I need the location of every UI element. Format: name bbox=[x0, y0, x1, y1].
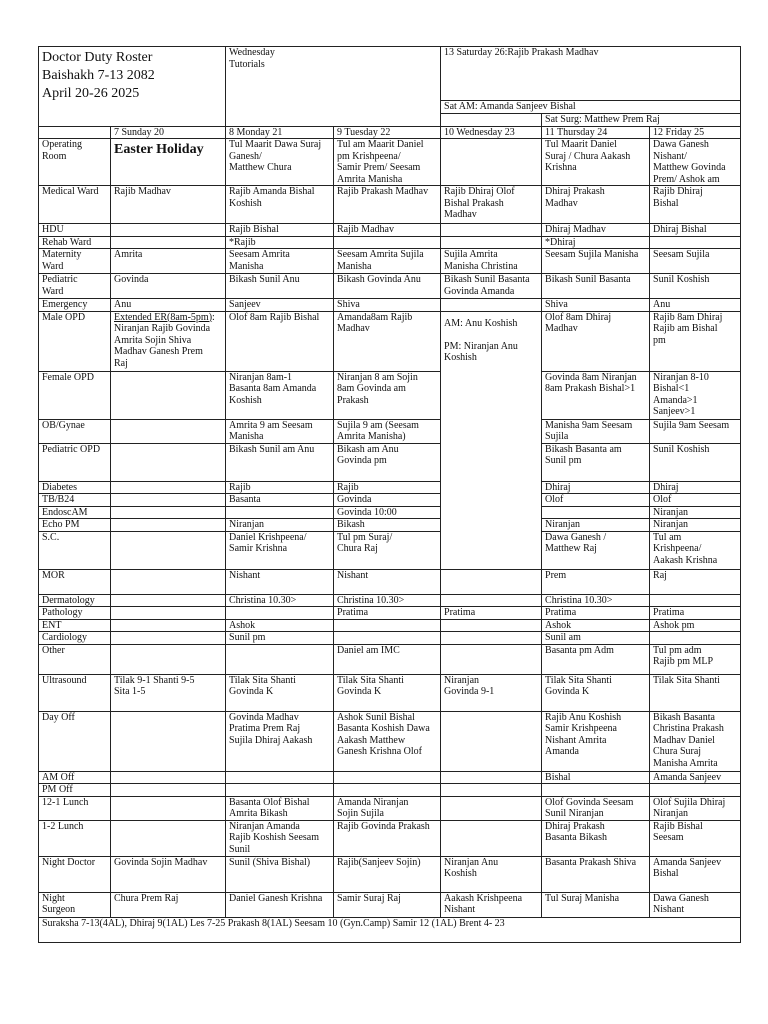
cell-mw-wed: Rajib Dhiraj Olof Bishal Prakash Madhav bbox=[441, 186, 542, 224]
row-label-blank bbox=[39, 126, 111, 139]
cell-endo-sun bbox=[111, 506, 226, 519]
cell-ent-tue bbox=[334, 619, 441, 632]
cell-tb-tue: Govinda bbox=[334, 494, 441, 507]
cell-amoff-wed bbox=[441, 771, 542, 784]
cell-nd-tue: Rajib(Sanjeev Sojin) bbox=[334, 856, 441, 892]
cell-dm-thu: Dhiraj bbox=[542, 481, 650, 494]
cell-card-mon: Sunil pm bbox=[226, 632, 334, 645]
cell-er-fri: Anu bbox=[650, 299, 741, 312]
cell-derm-wed bbox=[441, 594, 542, 607]
cell-er-tue: Shiva bbox=[334, 299, 441, 312]
cell-er-wed bbox=[441, 299, 542, 312]
cell-off-mon: Govinda Madhav Pratima Prem Raj Sujila Dhiraj Aakash bbox=[226, 711, 334, 771]
cell-l1-mon: Basanta Olof Bishal Amrita Bikash bbox=[226, 796, 334, 820]
row-label-pediatric-ward: Pediatric Ward bbox=[39, 274, 111, 299]
cell-tb-fri: Olof bbox=[650, 494, 741, 507]
cell-endo-fri: Niranjan bbox=[650, 506, 741, 519]
cell-or-fri: Dawa Ganesh Nishant/ Matthew Govinda Prem/ Ashok am bbox=[650, 139, 741, 186]
cell-nd-mon: Sunil (Shiva Bishal) bbox=[226, 856, 334, 892]
cell-rehab-tue bbox=[334, 236, 441, 249]
cell-other-sun bbox=[111, 644, 226, 674]
row-label-night-doctor: Night Doctor bbox=[39, 856, 111, 892]
cell-nd-wed: Niranjan Anu Koshish bbox=[441, 856, 542, 892]
cell-rehab-wed bbox=[441, 236, 542, 249]
duty-roster-table bbox=[38, 46, 741, 943]
sat-am-note: Sat AM: Amanda Sanjeev Bishal bbox=[441, 101, 741, 114]
row-label-emergency: Emergency bbox=[39, 299, 111, 312]
cell-pw-mon: Bikash Sunil Anu bbox=[226, 274, 334, 299]
cell-pw-thu: Bikash Sunil Basanta bbox=[542, 274, 650, 299]
row-label-sc: S.C. bbox=[39, 531, 111, 569]
row-label-ultrasound: Ultrasound bbox=[39, 674, 111, 711]
cell-rehab-fri bbox=[650, 236, 741, 249]
cell-amoff-sun bbox=[111, 771, 226, 784]
row-label-lunch-1-2: 1-2 Lunch bbox=[39, 820, 111, 856]
cell-mopd-sun bbox=[111, 311, 226, 371]
row-label-hdu: HDU bbox=[39, 224, 111, 237]
roster-nepali-dates: Baishakh 7-13 2082 bbox=[42, 68, 155, 83]
row-label-ob-gynae: OB/Gynae bbox=[39, 419, 111, 443]
cell-l1-wed bbox=[441, 796, 542, 820]
cell-l2-tue: Rajib Govinda Prakash bbox=[334, 820, 441, 856]
cell-ns-sun: Chura Prem Raj bbox=[111, 892, 226, 917]
cell-hdu-wed bbox=[441, 224, 542, 237]
cell-l2-wed bbox=[441, 820, 542, 856]
cell-mat-sun: Amrita bbox=[111, 249, 226, 274]
leave-notes-footer: Suraksha 7-13(4AL), Dhiraj 9(1AL) Les 7-25 Prakash 8(1AL) Seesam 10 (Gyn.Camp) Samir 12 (1AL) Brent 4- 23 bbox=[39, 917, 741, 942]
cell-l2-thu: Dhiraj Prakash Basanta Bikash bbox=[542, 820, 650, 856]
cell-sc-thu: Dawa Ganesh / Matthew Raj bbox=[542, 531, 650, 569]
cell-sc-mon: Daniel Krishpeena/ Samir Krishna bbox=[226, 531, 334, 569]
cell-amoff-mon bbox=[226, 771, 334, 784]
cell-mopd-thu: Olof 8am Dhiraj Madhav bbox=[542, 311, 650, 371]
cell-er-sun: Anu bbox=[111, 299, 226, 312]
cell-l1-sun bbox=[111, 796, 226, 820]
cell-mor-wed bbox=[441, 569, 542, 594]
cell-dm-fri: Dhiraj bbox=[650, 481, 741, 494]
cell-dm-sun bbox=[111, 481, 226, 494]
cell-us-wed: Niranjan Govinda 9-1 bbox=[441, 674, 542, 711]
cell-amoff-thu: Bishal bbox=[542, 771, 650, 784]
cell-ob-sun bbox=[111, 419, 226, 443]
cell-ob-tue: Sujila 9 am (Seesam Amrita Manisha) bbox=[334, 419, 441, 443]
cell-derm-sun bbox=[111, 594, 226, 607]
cell-ent-mon: Ashok bbox=[226, 619, 334, 632]
cell-l2-sun bbox=[111, 820, 226, 856]
cell-path-thu: Pratima bbox=[542, 607, 650, 620]
cell-mat-tue: Seesam Amrita Sujila Manisha bbox=[334, 249, 441, 274]
cell-ent-sun bbox=[111, 619, 226, 632]
row-label-cardiology: Cardiology bbox=[39, 632, 111, 645]
cell-rehab-sun bbox=[111, 236, 226, 249]
roster-title: Doctor Duty Roster bbox=[42, 50, 153, 65]
cell-popd-tue: Bikash am Anu Govinda pm bbox=[334, 443, 441, 481]
row-label-pediatric-opd: Pediatric OPD bbox=[39, 443, 111, 481]
saturday-note: 13 Saturday 26:Rajib Prakash Madhav bbox=[441, 47, 741, 101]
cell-off-fri: Bikash Basanta Christina Prakash Madhav Daniel Chura Suraj Manisha Amrita bbox=[650, 711, 741, 771]
cell-echo-fri: Niranjan bbox=[650, 519, 741, 532]
cell-ns-tue: Samir Suraj Raj bbox=[334, 892, 441, 917]
row-label-am-off: AM Off bbox=[39, 771, 111, 784]
cell-popd-thu: Bikash Basanta am Sunil pm bbox=[542, 443, 650, 481]
cell-endo-tue: Govinda 10:00 bbox=[334, 506, 441, 519]
cell-amoff-fri: Amanda Sanjeev bbox=[650, 771, 741, 784]
cell-card-fri bbox=[650, 632, 741, 645]
cell-card-tue bbox=[334, 632, 441, 645]
cell-sc-sun bbox=[111, 531, 226, 569]
cell-pw-fri: Sunil Koshish bbox=[650, 274, 741, 299]
cell-popd-fri: Sunil Koshish bbox=[650, 443, 741, 481]
cell-pmoff-wed bbox=[441, 784, 542, 797]
cell-path-sun bbox=[111, 607, 226, 620]
extended-er-note: Extended ER(8am-5pm) bbox=[114, 311, 213, 323]
cell-l1-fri: Olof Sujila Dhiraj Niranjan bbox=[650, 796, 741, 820]
cell-derm-thu: Christina 10.30> bbox=[542, 594, 650, 607]
cell-mopd-fri: Rajib 8am Dhiraj Rajib am Bishal pm bbox=[650, 311, 741, 371]
cell-fopd-sun bbox=[111, 371, 226, 419]
day-header-thu: 11 Thursday 24 bbox=[542, 126, 650, 139]
day-header-fri: 12 Friday 25 bbox=[650, 126, 741, 139]
cell-dm-mon: Rajib bbox=[226, 481, 334, 494]
row-label-tb-b24: TB/B24 bbox=[39, 494, 111, 507]
cell-er-thu: Shiva bbox=[542, 299, 650, 312]
cell-off-wed bbox=[441, 711, 542, 771]
cell-off-thu: Rajib Anu Koshish Samir Krishpeena Nishant Amrita Amanda bbox=[542, 711, 650, 771]
cell-mat-thu: Seesam Sujila Manisha bbox=[542, 249, 650, 274]
day-header-tue: 9 Tuesday 22 bbox=[334, 126, 441, 139]
cell-rehab-mon: *Rajib bbox=[226, 236, 334, 249]
cell-hdu-tue: Rajib Madhav bbox=[334, 224, 441, 237]
cell-ob-mon: Amrita 9 am Seesam Manisha bbox=[226, 419, 334, 443]
cell-pmoff-tue bbox=[334, 784, 441, 797]
cell-mw-sun: Rajib Madhav bbox=[111, 186, 226, 224]
cell-ent-wed bbox=[441, 619, 542, 632]
cell-mw-fri: Rajib Dhiraj Bishal bbox=[650, 186, 741, 224]
cell-or-thu: Tul Maarit Daniel Suraj / Chura Aakash Krishna bbox=[542, 139, 650, 186]
day-header-sun: 7 Sunday 20 bbox=[111, 126, 226, 139]
cell-path-wed: Pratima bbox=[441, 607, 542, 620]
cell-path-mon bbox=[226, 607, 334, 620]
cell-pmoff-fri bbox=[650, 784, 741, 797]
cell-popd-sun bbox=[111, 443, 226, 481]
cell-echo-mon: Niranjan bbox=[226, 519, 334, 532]
cell-other-thu: Basanta pm Adm bbox=[542, 644, 650, 674]
cell-nd-sun: Govinda Sojin Madhav bbox=[111, 856, 226, 892]
roster-dates: April 20-26 2025 bbox=[42, 86, 140, 101]
cell-ns-wed: Aakash Krishpeena Nishant bbox=[441, 892, 542, 917]
cell-mw-mon: Rajib Amanda Bishal Koshish bbox=[226, 186, 334, 224]
cell-mor-fri: Raj bbox=[650, 569, 741, 594]
cell-mat-wed: Sujila Amrita Manisha Christina bbox=[441, 249, 542, 274]
cell-us-tue: Tilak Sita Shanti Govinda K bbox=[334, 674, 441, 711]
row-label-night-surgeon: Night Surgeon bbox=[39, 892, 111, 917]
cell-hdu-mon: Rajib Bishal bbox=[226, 224, 334, 237]
cell-mor-thu: Prem bbox=[542, 569, 650, 594]
row-label-rehab-ward: Rehab Ward bbox=[39, 236, 111, 249]
cell-us-thu: Tilak Sita Shanti Govinda K bbox=[542, 674, 650, 711]
cell-ob-thu: Manisha 9am Seesam Sujila bbox=[542, 419, 650, 443]
cell-nd-thu: Basanta Prakash Shiva bbox=[542, 856, 650, 892]
cell-tb-thu: Olof bbox=[542, 494, 650, 507]
roster-title-block bbox=[39, 47, 226, 127]
cell-mat-mon: Seesam Amrita Manisha bbox=[226, 249, 334, 274]
cell-pmoff-thu bbox=[542, 784, 650, 797]
cell-l2-mon: Niranjan Amanda Rajib Koshish Seesam Sunil bbox=[226, 820, 334, 856]
cell-endo-mon bbox=[226, 506, 334, 519]
cell-pw-tue: Bikash Govinda Anu bbox=[334, 274, 441, 299]
cell-fopd-fri: Niranjan 8-10 Bishal<1 Amanda>1 Sanjeev>1 bbox=[650, 371, 741, 419]
cell-mor-sun bbox=[111, 569, 226, 594]
cell-mopd-tue: Amanda8am Rajib Madhav bbox=[334, 311, 441, 371]
cell-ns-mon: Daniel Ganesh Krishna bbox=[226, 892, 334, 917]
easter-holiday: Easter Holiday bbox=[111, 139, 226, 186]
cell-derm-fri bbox=[650, 594, 741, 607]
cell-other-mon bbox=[226, 644, 334, 674]
cell-card-sun bbox=[111, 632, 226, 645]
cell-ob-fri: Sujila 9am Seesam bbox=[650, 419, 741, 443]
row-label-pathology: Pathology bbox=[39, 607, 111, 620]
cell-nd-fri: Amanda Sanjeev Bishal bbox=[650, 856, 741, 892]
cell-fopd-thu: Govinda 8am Niranjan 8am Prakash Bishal>1 bbox=[542, 371, 650, 419]
cell-echo-thu: Niranjan bbox=[542, 519, 650, 532]
row-label-male-opd: Male OPD bbox=[39, 311, 111, 371]
cell-mw-tue: Rajib Prakash Madhav bbox=[334, 186, 441, 224]
row-label-diabetes: Diabetes bbox=[39, 481, 111, 494]
cell-hdu-sun bbox=[111, 224, 226, 237]
cell-ent-fri: Ashok pm bbox=[650, 619, 741, 632]
cell-or-wed bbox=[441, 139, 542, 186]
cell-other-wed bbox=[441, 644, 542, 674]
cell-or-tue: Tul am Maarit Daniel pm Krishpeena/ Samir Prem/ Seesam Amrita Manisha bbox=[334, 139, 441, 186]
cell-derm-tue: Christina 10.30> bbox=[334, 594, 441, 607]
row-label-female-opd: Female OPD bbox=[39, 371, 111, 419]
cell-mopd-mon: Olof 8am Rajib Bishal bbox=[226, 311, 334, 371]
cell-pw-wed: Bikash Sunil Basanta Govinda Amanda bbox=[441, 274, 542, 299]
row-label-endosc-am: EndoscAM bbox=[39, 506, 111, 519]
cell-us-sun: Tilak 9-1 Shanti 9-5 Sita 1-5 bbox=[111, 674, 226, 711]
sat-surg-note: Sat Surg: Matthew Prem Raj bbox=[542, 114, 741, 127]
cell-ns-fri: Dawa Ganesh Nishant bbox=[650, 892, 741, 917]
cell-echo-tue: Bikash bbox=[334, 519, 441, 532]
row-label-medical-ward: Medical Ward bbox=[39, 186, 111, 224]
cell-fopd-tue: Niranjan 8 am Sojin 8am Govinda am Prakash bbox=[334, 371, 441, 419]
cell-other-fri: Tul pm adm Rajib pm MLP bbox=[650, 644, 741, 674]
cell-pw-sun: Govinda bbox=[111, 274, 226, 299]
cell-l1-tue: Amanda Niranjan Sojin Sujila bbox=[334, 796, 441, 820]
cell-tb-mon: Basanta bbox=[226, 494, 334, 507]
cell-mopd-sun-names: : Niranjan Rajib Govinda Amrita Sojin Shiva Madhav Ganesh Prem Raj bbox=[114, 311, 215, 369]
cell-l2-fri: Rajib Bishal Seesam bbox=[650, 820, 741, 856]
row-label-other: Other bbox=[39, 644, 111, 674]
cell-pmoff-mon bbox=[226, 784, 334, 797]
row-label-maternity-ward: Maternity Ward bbox=[39, 249, 111, 274]
cell-mopd-wed: AM: Anu Koshish PM: Niranjan Anu Koshish bbox=[441, 311, 542, 569]
cell-mat-fri: Seesam Sujila bbox=[650, 249, 741, 274]
cell-mor-tue: Nishant bbox=[334, 569, 441, 594]
cell-card-thu: Sunil am bbox=[542, 632, 650, 645]
cell-echo-sun bbox=[111, 519, 226, 532]
cell-hdu-thu: Dhiraj Madhav bbox=[542, 224, 650, 237]
cell-tb-sun bbox=[111, 494, 226, 507]
row-label-mor: MOR bbox=[39, 569, 111, 594]
cell-popd-mon: Bikash Sunil am Anu bbox=[226, 443, 334, 481]
cell-mor-mon: Nishant bbox=[226, 569, 334, 594]
cell-off-tue: Ashok Sunil Bishal Basanta Koshish Dawa Aakash Matthew Ganesh Krishna Olof bbox=[334, 711, 441, 771]
cell-or-mon: Tul Maarit Dawa Suraj Ganesh/ Matthew Chura bbox=[226, 139, 334, 186]
cell-sc-tue: Tul pm Suraj/ Chura Raj bbox=[334, 531, 441, 569]
cell-ent-thu: Ashok bbox=[542, 619, 650, 632]
row-label-ent: ENT bbox=[39, 619, 111, 632]
row-label-lunch-12-1: 12-1 Lunch bbox=[39, 796, 111, 820]
day-header-wed: 10 Wednesday 23 bbox=[441, 126, 542, 139]
cell-derm-mon: Christina 10.30> bbox=[226, 594, 334, 607]
cell-mw-thu: Dhiraj Prakash Madhav bbox=[542, 186, 650, 224]
row-label-echo-pm: Echo PM bbox=[39, 519, 111, 532]
cell-l1-thu: Olof Govinda Seesam Sunil Niranjan bbox=[542, 796, 650, 820]
cell-us-mon: Tilak Sita Shanti Govinda K bbox=[226, 674, 334, 711]
cell-pmoff-sun bbox=[111, 784, 226, 797]
row-label-dermatology: Dermatology bbox=[39, 594, 111, 607]
wednesday-note: Wednesday Tutorials bbox=[226, 47, 441, 127]
cell-dm-tue: Rajib bbox=[334, 481, 441, 494]
cell-path-tue: Pratima bbox=[334, 607, 441, 620]
row-label-day-off: Day Off bbox=[39, 711, 111, 771]
cell-amoff-tue bbox=[334, 771, 441, 784]
day-header-mon: 8 Monday 21 bbox=[226, 126, 334, 139]
cell-other-tue: Daniel am IMC bbox=[334, 644, 441, 674]
cell-us-fri: Tilak Sita Shanti bbox=[650, 674, 741, 711]
cell-ns-thu: Tul Suraj Manisha bbox=[542, 892, 650, 917]
cell-card-wed bbox=[441, 632, 542, 645]
cell-path-fri: Pratima bbox=[650, 607, 741, 620]
cell-endo-thu bbox=[542, 506, 650, 519]
cell-rehab-thu: *Dhiraj bbox=[542, 236, 650, 249]
cell-sc-fri: Tul am Krishpeena/ Aakash Krishna bbox=[650, 531, 741, 569]
row-label-operating-room: Operating Room bbox=[39, 139, 111, 186]
row-label-pm-off: PM Off bbox=[39, 784, 111, 797]
cell-fopd-mon: Niranjan 8am-1 Basanta 8am Amanda Koshish bbox=[226, 371, 334, 419]
cell-hdu-fri: Dhiraj Bishal bbox=[650, 224, 741, 237]
cell-off-sun bbox=[111, 711, 226, 771]
cell-er-mon: Sanjeev bbox=[226, 299, 334, 312]
